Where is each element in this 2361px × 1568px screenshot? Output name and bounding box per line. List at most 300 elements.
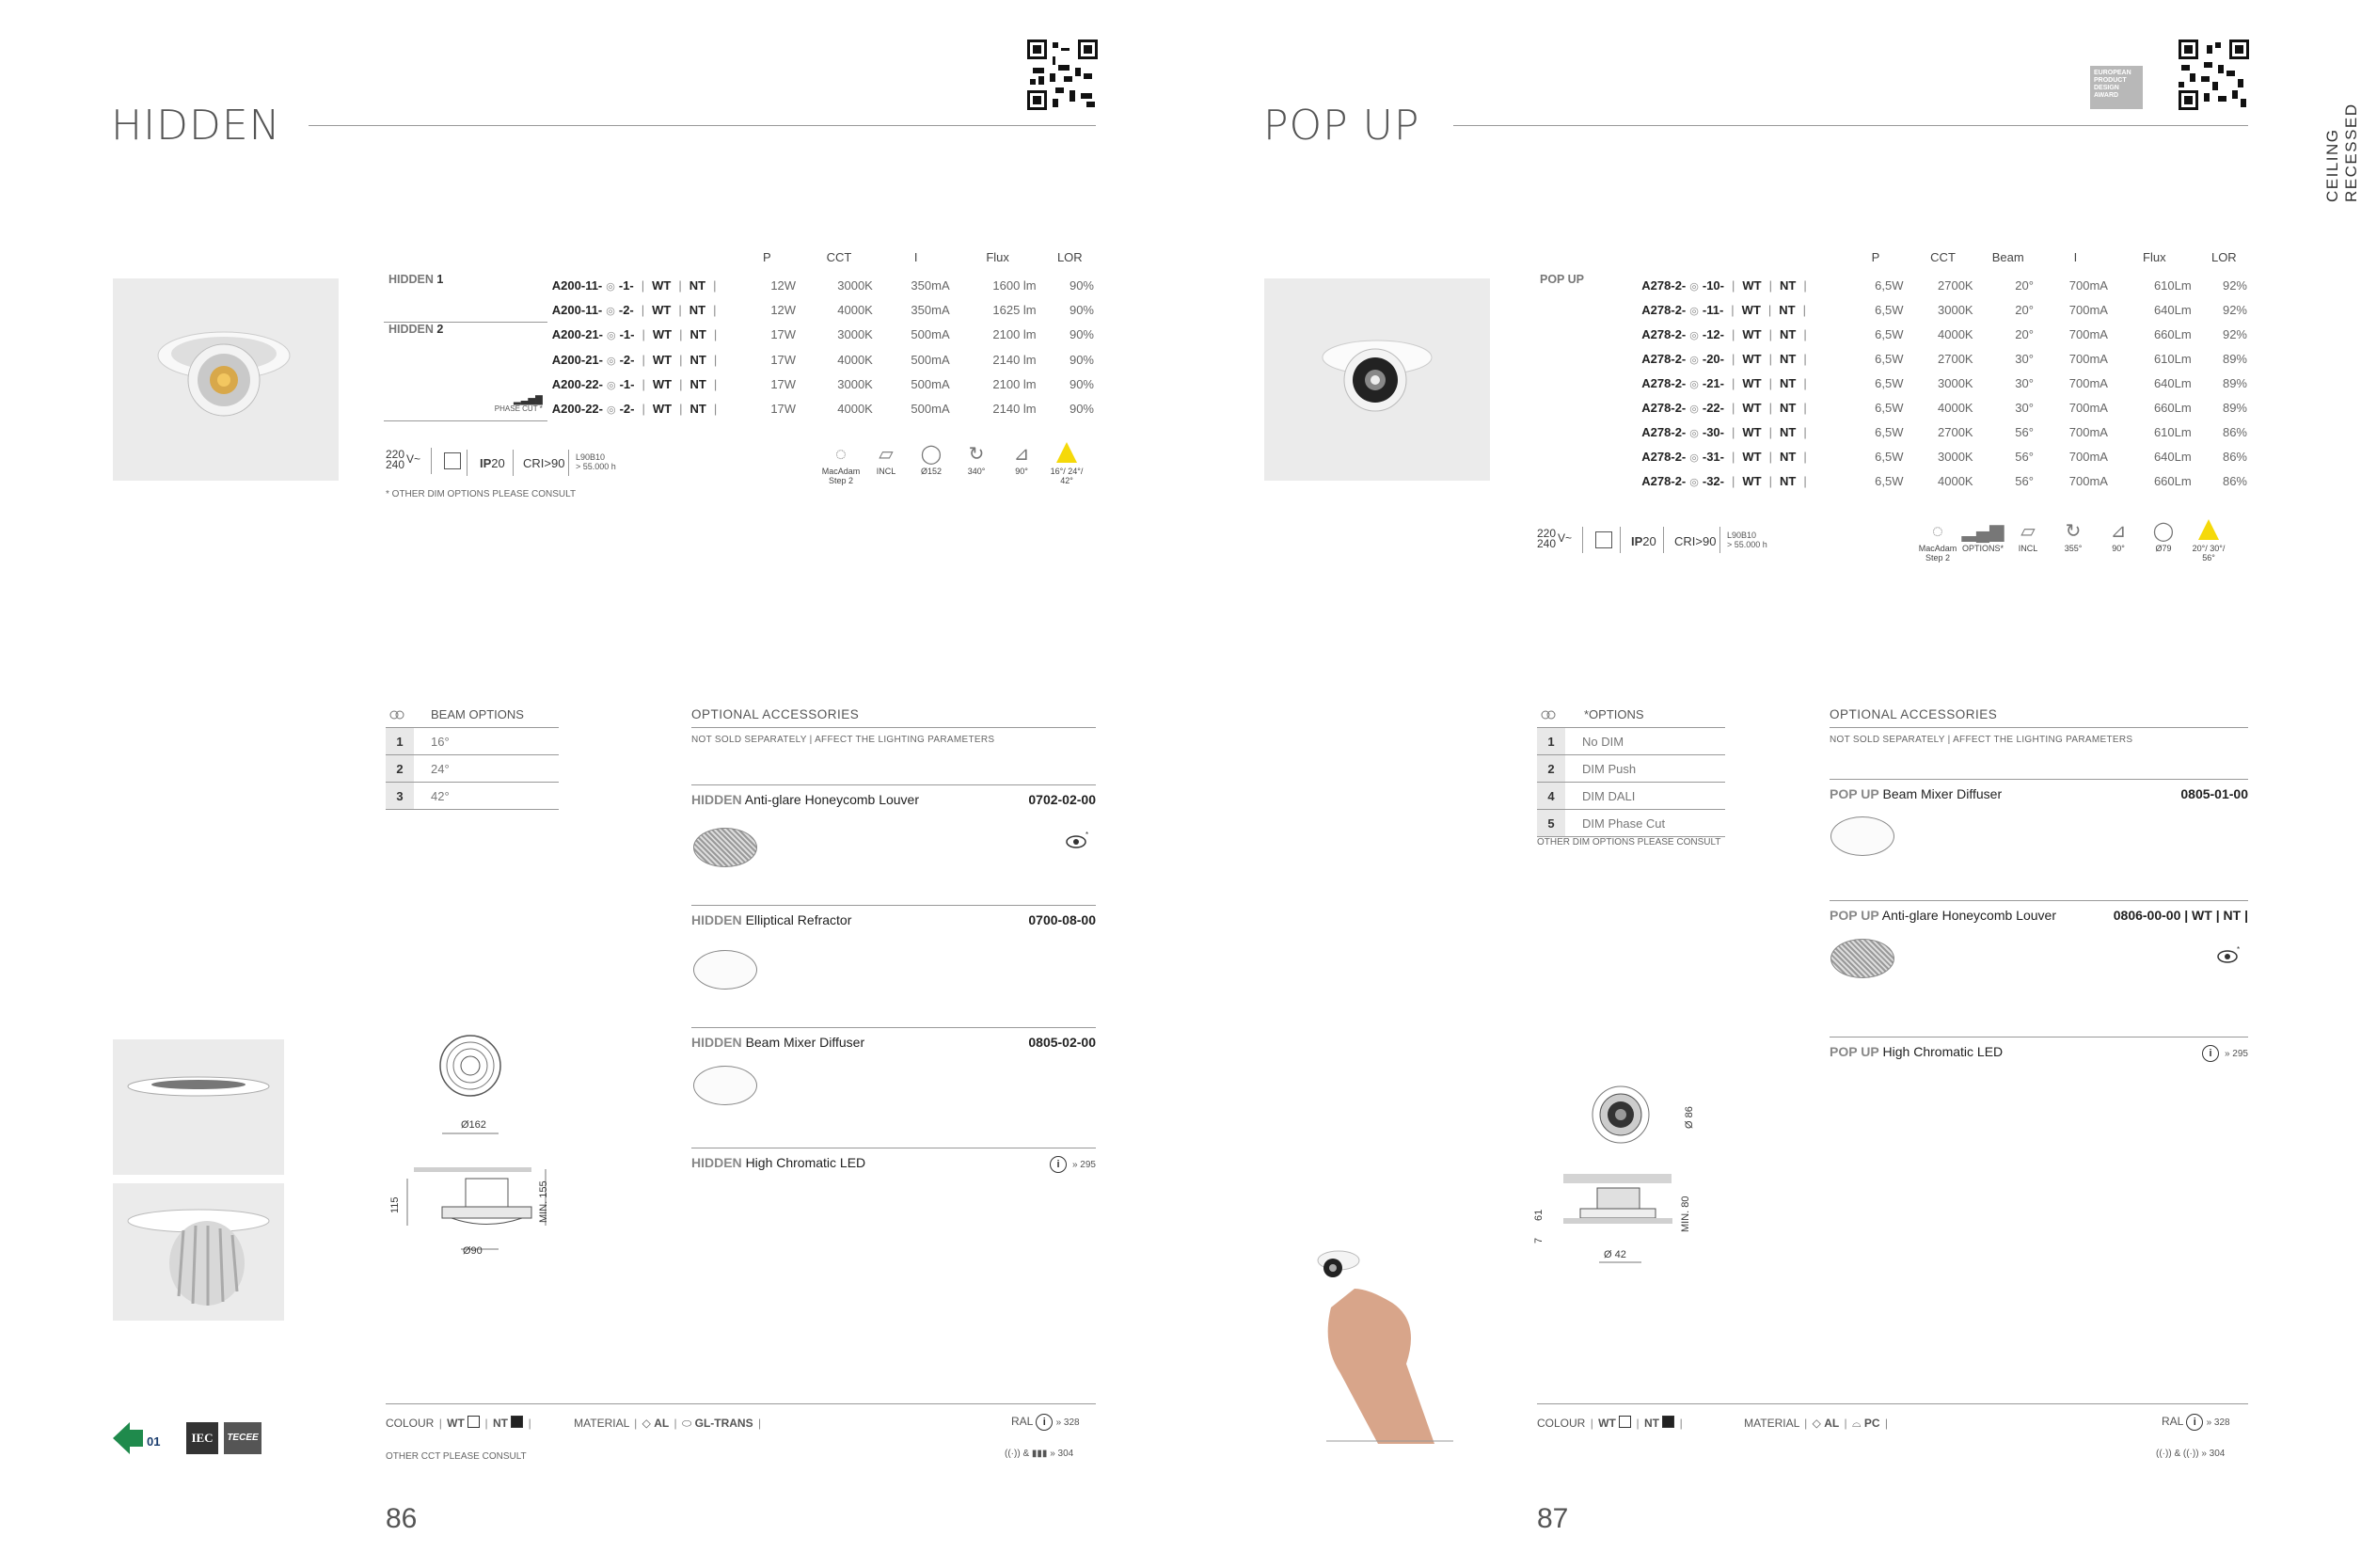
order-code: [547, 297, 734, 323]
family-name: HIDDEN: [388, 273, 434, 286]
accessory-rule: [691, 905, 1096, 906]
options-icon: [1541, 710, 1556, 720]
cell-lor: 90%: [1069, 277, 1094, 293]
separator: |: [713, 376, 718, 391]
voltage-unit: V~: [1558, 531, 1573, 545]
finish-wt: WT: [652, 302, 672, 317]
cell-i: 500mA: [911, 401, 950, 416]
design-award-badge: EUROPEAN PRODUCT DESIGN AWARD: [2090, 66, 2143, 109]
cell-cct: 2700K: [1938, 424, 1973, 439]
option-row: [386, 783, 559, 810]
rotation-spec: [954, 442, 999, 476]
icon-caption: MacAdam Step 2: [821, 467, 861, 485]
separator: |: [1767, 302, 1772, 317]
cell-cct: 3000K: [837, 327, 873, 342]
code-prefix: A278-2-: [1641, 400, 1687, 415]
finish-nt: NT: [689, 327, 706, 342]
info-icon: i: [2202, 1045, 2219, 1062]
code-option: -21-: [1702, 375, 1724, 390]
accessory-name: Elliptical Refractor: [745, 912, 852, 927]
separator: |: [713, 352, 718, 367]
dim-height-1: 7: [1533, 1237, 1545, 1243]
dim-height: 115: [389, 1196, 401, 1213]
option-key: 4: [1537, 783, 1565, 810]
family-cell: [1535, 322, 1637, 346]
order-code: [547, 323, 734, 348]
cell-p: 6,5W: [1875, 277, 1904, 293]
accessory-rule: [1830, 779, 2248, 780]
accessories-subtitle: NOT SOLD SEPARATELY | AFFECT THE LIGHTING PARAMETERS: [691, 735, 995, 745]
family-cell: [384, 347, 547, 372]
order-code: [547, 347, 734, 372]
accessory-item[interactable]: [691, 912, 1096, 927]
col-cct: CCT: [1930, 249, 1956, 264]
colour-wt: WT: [1598, 1417, 1616, 1430]
cell-flux: 1625 lm: [992, 302, 1037, 317]
options-title: *OPTIONS: [1584, 707, 1644, 721]
accessory-code: [2202, 1044, 2248, 1062]
family-cell: [384, 273, 547, 297]
cell-lor: 90%: [1069, 352, 1094, 367]
code-option: -1-: [618, 277, 634, 293]
control-icon: ▮▮▮: [1031, 1449, 1048, 1459]
cell-p: 17W: [770, 376, 797, 391]
cell-beam: 20°: [2015, 326, 2034, 341]
front-view-drawing: [433, 1030, 536, 1133]
ip-number: 20: [1642, 534, 1656, 548]
order-code: [1637, 468, 1843, 493]
separator: |: [642, 401, 645, 416]
option-row: [386, 755, 559, 783]
black-swatch: [511, 1416, 523, 1428]
cell-p: 6,5W: [1875, 326, 1904, 341]
separator: |: [1768, 424, 1772, 439]
product-photo-popup: [1264, 278, 1490, 481]
cell-i: 700mA: [2068, 424, 2108, 439]
accessory-family: POP UP: [1830, 908, 1879, 923]
iec-logo: IEC: [186, 1422, 218, 1454]
finish-nt: NT: [1780, 326, 1797, 341]
cell-i: 700mA: [2068, 375, 2108, 390]
order-code: [547, 396, 734, 421]
beam-mixer-image: [1830, 816, 1894, 856]
voltage-top: 220: [386, 448, 405, 461]
separator: |: [1732, 400, 1735, 415]
option-value: DIM DALI: [1565, 783, 1725, 810]
code-option: -22-: [1702, 400, 1724, 415]
code-prefix: A278-2-: [1641, 375, 1687, 390]
cell-beam: 20°: [2015, 302, 2034, 317]
option-key: 2: [1537, 755, 1565, 783]
accessory-family: POP UP: [1830, 1044, 1879, 1059]
code-value: 0700-08-00: [1028, 912, 1096, 927]
icon-caption: MacAdam Step 2: [1918, 544, 1957, 562]
family-cell: [384, 323, 547, 348]
finish-nt: NT: [1780, 375, 1797, 390]
driver-spec: [864, 442, 909, 476]
accessory-item[interactable]: [1830, 908, 2248, 923]
cutout-spec: [909, 442, 954, 476]
driver-spec: [2005, 519, 2051, 553]
finish-wt: WT: [1742, 424, 1762, 439]
option-value: DIM Phase Cut: [1565, 810, 1725, 837]
dimming-icon: ▂▄▆: [1961, 521, 2004, 542]
accessory-name: Beam Mixer Diffuser: [1882, 786, 2003, 801]
cell-cct: 4000K: [837, 352, 873, 367]
option-value: 42°: [414, 783, 559, 810]
options-icon: ◎: [1689, 403, 1699, 415]
dimming-spec: [1960, 519, 2005, 553]
order-code: [1637, 444, 1843, 468]
accessory-family: HIDDEN: [691, 1155, 742, 1170]
cell-cct: 3000K: [1938, 375, 1973, 390]
family-cell: [384, 372, 547, 396]
other-cct-note: OTHER CCT PLEASE CONSULT: [386, 1451, 527, 1462]
beam-spec: [1044, 442, 1089, 485]
code-option: -1-: [619, 327, 635, 342]
black-swatch: [1662, 1416, 1674, 1428]
accessories-subtitle: NOT SOLD SEPARATELY | AFFECT THE LIGHTING PARAMETERS: [1830, 735, 2133, 745]
separator: |: [1768, 400, 1772, 415]
sensor-page: » 304: [2201, 1449, 2226, 1459]
separator: |: [1803, 375, 1807, 390]
ip-rating: [480, 456, 505, 470]
separator: |: [1768, 473, 1772, 488]
order-code: [1637, 420, 1843, 444]
voltage-top: 220: [1537, 527, 1557, 540]
aluminium-icon: ◇: [1812, 1417, 1821, 1430]
lifetime: [1727, 531, 1767, 549]
spec-table-popup: [1535, 241, 2252, 493]
options-icon: ◎: [606, 330, 616, 342]
tilt-icon: ⊿: [2110, 521, 2127, 542]
cell-i: 350mA: [911, 277, 950, 293]
accessory-code: [1050, 1155, 1096, 1173]
options-icon: ◎: [1689, 451, 1699, 464]
cell-p: 6,5W: [1875, 473, 1904, 488]
accessory-family: HIDDEN: [691, 912, 742, 927]
dim-min-depth: MIN. 80: [1680, 1196, 1691, 1232]
white-swatch: [1619, 1416, 1631, 1428]
cell-lor: 92%: [2222, 302, 2247, 317]
cell-cct: 4000K: [1938, 473, 1973, 488]
icon-caption: 16°/ 24°/ 42°: [1050, 467, 1084, 485]
order-code: [1637, 371, 1843, 395]
table-row: [1535, 273, 2252, 297]
ral-reference[interactable]: [2162, 1414, 2230, 1431]
option-value: 16°: [414, 728, 559, 755]
table-row: [1535, 444, 2252, 468]
family-cell: [1535, 297, 1637, 322]
tilt-spec: [2096, 519, 2141, 553]
code-prefix: A200-11-: [551, 277, 603, 293]
accessory-code: [1028, 792, 1096, 807]
code-value: 0702-02-00: [1028, 792, 1096, 807]
macadam-icon: ◌: [1932, 521, 1943, 542]
code-option: -1-: [619, 376, 635, 391]
cell-cct: 3000K: [1938, 302, 1973, 317]
cell-lor: 86%: [2222, 424, 2247, 439]
separator: |: [713, 302, 717, 317]
finish-wt: WT: [1742, 351, 1762, 366]
code-option: -11-: [1702, 302, 1724, 317]
qr-code-icon[interactable]: [2179, 40, 2249, 110]
code-prefix: A278-2-: [1641, 351, 1687, 366]
separator: |: [1768, 375, 1772, 390]
colour-nt: NT: [1643, 1417, 1659, 1430]
lifetime-hours: > 55.000 h: [1727, 540, 1767, 549]
cell-flux: 610Lm: [2153, 351, 2192, 366]
dimming-icon: ▂▃▅▇: [514, 395, 543, 405]
accessories-title: OPTIONAL ACCESSORIES: [691, 707, 860, 721]
cri: CRI>90: [1674, 534, 1717, 548]
cell-i: 500mA: [911, 376, 950, 391]
option-key: 2: [386, 755, 414, 783]
family-cell: [1535, 371, 1637, 395]
accessory-family: HIDDEN: [691, 792, 742, 807]
amp-sign: &: [1022, 1449, 1030, 1459]
table-row: [384, 396, 1099, 421]
cell-cct: 4000K: [837, 302, 873, 317]
spec-table-hidden: [384, 241, 1099, 421]
cell-beam: 30°: [2015, 351, 2034, 366]
page-title-hidden: HIDDEN: [111, 102, 281, 150]
icon-caption: 90°: [1015, 467, 1028, 476]
page-number-right: 87: [1537, 1503, 1569, 1534]
separator: |: [713, 327, 718, 342]
separator: |: [679, 401, 683, 416]
options-icon: ◎: [1689, 354, 1699, 366]
cell-cct: 3000K: [837, 376, 873, 391]
cell-beam: 30°: [2015, 375, 2034, 390]
cell-flux: 2140 lm: [992, 352, 1037, 367]
info-icon: i: [2186, 1414, 2203, 1431]
dim-outer-diameter: Ø162: [461, 1119, 486, 1131]
tilt-icon: ⊿: [1013, 444, 1030, 465]
separator: |: [713, 401, 718, 416]
rotation-icon: ↻: [968, 444, 985, 465]
col-beam: Beam: [1991, 249, 2024, 264]
cell-lor: 92%: [2222, 326, 2247, 341]
voltage-unit: V~: [406, 452, 421, 466]
accessory-item[interactable]: [691, 1035, 1096, 1050]
options-icon: ◎: [606, 280, 615, 293]
col-i: I: [2073, 249, 2078, 264]
cell-flux: 640Lm: [2153, 375, 2192, 390]
options-icon: ◎: [606, 355, 616, 367]
finish-nt: NT: [689, 401, 706, 416]
aluminium-icon: ◇: [642, 1417, 651, 1430]
code-option: -2-: [619, 352, 635, 367]
dim-outer-diameter: Ø 86: [1684, 1106, 1695, 1129]
finish-nt: NT: [689, 277, 706, 293]
icon-caption: OPTIONS*: [1961, 544, 2004, 553]
material-al: AL: [1824, 1417, 1840, 1430]
cell-p: 17W: [770, 327, 797, 342]
code-option: -2-: [618, 302, 634, 317]
voltage: [386, 450, 420, 470]
separator: |: [1803, 473, 1807, 488]
ral-reference[interactable]: [1011, 1414, 1080, 1431]
accessory-name: Beam Mixer Diffuser: [745, 1035, 865, 1050]
table-row: [384, 323, 1099, 348]
options-icon: ◎: [1689, 476, 1699, 488]
cell-lor: 90%: [1069, 401, 1094, 416]
option-row: [386, 728, 559, 755]
sensor-reference[interactable]: [2156, 1449, 2225, 1459]
finish-nt: NT: [689, 352, 706, 367]
cell-beam: 30°: [2015, 400, 2034, 415]
order-code: [1637, 395, 1843, 420]
beam-options-icon: [389, 710, 404, 720]
eye-icon: [1065, 832, 1091, 850]
cell-p: 6,5W: [1875, 424, 1904, 439]
sensor-reference[interactable]: [1005, 1449, 1073, 1459]
lifetime-hours: > 55.000 h: [576, 462, 616, 471]
dim-cutout: Ø 42: [1604, 1249, 1626, 1260]
family-name: POP UP: [1540, 273, 1585, 286]
cell-i: 500mA: [911, 352, 950, 367]
ral-label: RAL: [1011, 1415, 1033, 1428]
icon-caption: 340°: [967, 467, 986, 476]
code-prefix: A278-2-: [1641, 326, 1687, 341]
code-option: -31-: [1702, 449, 1724, 464]
cell-lor: 90%: [1069, 376, 1094, 391]
dim-min-depth: MIN. 155: [538, 1180, 549, 1223]
order-code: [1637, 346, 1843, 371]
accessory-rule: [691, 1027, 1096, 1028]
front-view-drawing: [1588, 1082, 1663, 1157]
cell-flux: 640Lm: [2153, 302, 2192, 317]
beam-spec: [2186, 519, 2231, 562]
beam-mixer-image: [693, 1066, 757, 1105]
colour-row: COLOUR | WT | NT | MATERIAL | ◇ AL | ⌓ PC |: [1537, 1417, 1888, 1430]
finish-nt: NT: [1779, 302, 1796, 317]
finish-wt: WT: [1741, 302, 1761, 317]
title-rule: [309, 125, 1096, 126]
code-value: 0806-00-00 | WT | NT |: [2113, 908, 2248, 923]
options-icon: ◎: [606, 404, 616, 416]
options-icon: ◎: [1689, 329, 1699, 341]
code-prefix: A200-21-: [551, 327, 603, 342]
options-table: [1537, 728, 1725, 837]
option-row: [1537, 728, 1725, 755]
separator: |: [1803, 449, 1807, 464]
finish-nt: NT: [1780, 449, 1797, 464]
amp-sign: &: [2174, 1449, 2181, 1459]
cell-flux: 1600 lm: [992, 277, 1037, 293]
table-row: [384, 347, 1099, 372]
qr-code-icon[interactable]: [1027, 40, 1098, 110]
option-value: DIM Push: [1565, 755, 1725, 783]
cell-flux: 660Lm: [2153, 326, 2192, 341]
cri: CRI>90: [523, 456, 565, 470]
icon-caption: 355°: [2064, 544, 2083, 553]
glass-icon: ⬭: [682, 1417, 692, 1430]
cell-beam: 56°: [2015, 473, 2034, 488]
cell-cct: 2700K: [1938, 351, 1973, 366]
cell-p: 6,5W: [1875, 302, 1904, 317]
cell-cct: 4000K: [837, 401, 873, 416]
cell-p: 12W: [770, 277, 797, 293]
table-row: [384, 297, 1099, 323]
colour-nt: NT: [492, 1417, 508, 1430]
accessory-item[interactable]: [691, 1155, 1096, 1170]
energy-label-text: 01: [147, 1434, 161, 1449]
cell-lor: 86%: [2222, 449, 2247, 464]
beam-icon: [1044, 442, 1089, 467]
code-prefix: A278-2-: [1641, 277, 1687, 293]
class-ii-icon: [1595, 531, 1612, 548]
accessory-rule: [1830, 900, 2248, 901]
finish-wt: WT: [652, 277, 672, 293]
separator: |: [1768, 449, 1772, 464]
separator: |: [641, 302, 645, 317]
cell-i: 700mA: [2068, 277, 2108, 293]
options-icon: ◎: [1689, 427, 1699, 439]
code-prefix: A200-11-: [551, 302, 603, 317]
ip-label: IP: [480, 456, 492, 470]
option-row: [1537, 783, 1725, 810]
eye-icon: [2216, 946, 2242, 965]
accessory-item[interactable]: [691, 792, 1096, 807]
col-i: I: [913, 249, 918, 264]
finish-nt: NT: [689, 302, 706, 317]
options-icon: ◎: [1689, 280, 1699, 293]
finish-wt: WT: [1742, 449, 1762, 464]
ip-label: IP: [1631, 534, 1643, 548]
options-icon: ◎: [1689, 305, 1699, 317]
cell-p: 6,5W: [1875, 375, 1904, 390]
sensor-icon: ((·)): [2156, 1449, 2172, 1459]
separator: |: [1802, 302, 1807, 317]
finish-nt: NT: [1780, 351, 1797, 366]
honeycomb-louver-image: [1830, 939, 1894, 978]
macadam-spec: [1915, 519, 1960, 562]
title-rule-right: [1453, 125, 2248, 126]
icon-caption: Ø152: [920, 467, 943, 476]
finish-wt: WT: [1742, 400, 1762, 415]
separator: |: [1803, 400, 1807, 415]
driver-icon: ▱: [879, 444, 894, 465]
accessory-code: [2114, 908, 2248, 923]
accessory-name: High Chromatic LED: [745, 1155, 866, 1170]
ral-page: » 328: [1055, 1418, 1080, 1428]
accessory-name: High Chromatic LED: [1882, 1044, 2004, 1059]
cell-i: 700mA: [2068, 400, 2108, 415]
elliptical-refractor-image: [693, 950, 757, 990]
dim-height-2: 61: [1533, 1209, 1545, 1221]
voltage: [1537, 529, 1572, 549]
cell-flux: 610Lm: [2153, 277, 2192, 293]
table-row: [384, 372, 1099, 396]
accessory-item[interactable]: [1830, 1044, 2248, 1059]
code-prefix: A278-2-: [1641, 424, 1687, 439]
accessory-code: [1028, 912, 1096, 927]
accessory-item[interactable]: [1830, 786, 2248, 801]
cell-flux: 2100 lm: [992, 327, 1037, 342]
svg-text:*: *: [2237, 945, 2241, 954]
code-prefix: A200-22-: [551, 401, 603, 416]
colour-label: COLOUR: [1537, 1417, 1586, 1430]
code-value: 0805-02-00: [1028, 1035, 1096, 1050]
rotation-spec: [2051, 519, 2096, 553]
order-code: [547, 273, 734, 297]
tilt-spec: [999, 442, 1044, 476]
white-swatch: [467, 1416, 480, 1428]
cell-p: 6,5W: [1875, 400, 1904, 415]
material-al: AL: [654, 1417, 670, 1430]
